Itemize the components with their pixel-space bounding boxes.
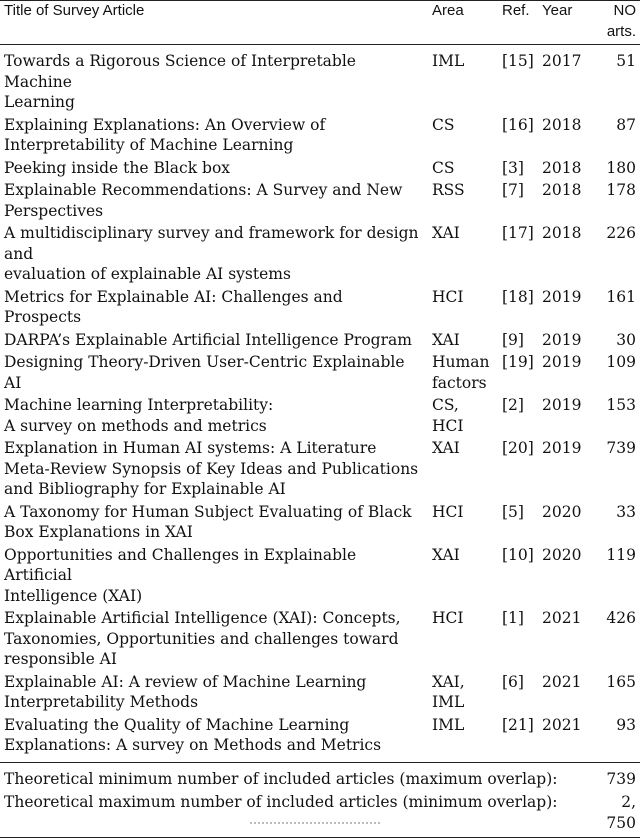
cell-area-line: HCI [432,287,464,306]
cell-title [0,608,428,672]
cell-year: 2017 [542,52,582,70]
cell-title-line: Explainable Recommendations: A Survey and New [4,181,403,199]
cell-title [0,158,428,181]
header-area: Area [432,2,464,19]
cell-area [428,608,498,672]
summary-min-value: 739 [606,769,636,788]
cell-title-line: Perspectives [4,201,104,220]
cell-area-line: XAI, [432,672,465,691]
cell-title [0,352,428,395]
cell-area-line: RSS [432,181,465,199]
cell-title-line: DARPA’s Explainable Artificial Intelligence Program [4,330,412,349]
cell-year: 2020 [542,545,582,564]
cell-ref: [20] [502,439,534,457]
cell-title-line: Interpretability Methods [4,693,199,711]
cell-ref: [17] [502,224,534,242]
cell-title [0,330,428,353]
cell-title [0,115,428,158]
cell-title-line: responsible AI [4,650,117,668]
cell-title-line: Intelligence (XAI) [4,586,143,605]
cell-area [428,502,498,545]
cell-title-line: Designing Theory-Driven User-Centric Explainable AI [4,353,405,392]
cell-arts: 109 [606,353,636,371]
cell-area-line: XAI [432,545,460,564]
cell-title-line: Metrics for Explainable AI: Challenges and Prospects [4,287,343,326]
cell-title [0,545,428,609]
cell-year: 2018 [542,224,582,242]
table-row [0,545,640,609]
cell-ref: [6] [502,672,524,691]
cell-year: 2021 [542,715,582,734]
cell-title [0,715,428,763]
cell-title-line: Explainable AI: A review of Machine Learning [4,672,367,691]
table-row [0,715,640,763]
cell-title-line: A multidisciplinary survey and framework for design [4,224,419,242]
table-row [0,352,640,395]
caption-fragment [250,822,380,830]
table-row [0,395,640,438]
cell-year: 2019 [542,439,582,457]
cell-year: 2018 [542,158,582,177]
cell-area [428,287,498,330]
header-arts-line1: NO [613,2,636,19]
header-ref: Ref. [502,2,530,19]
cell-arts: 739 [606,439,636,457]
cell-ref: [2] [502,396,524,414]
cell-arts: 33 [616,502,636,521]
cell-area [428,115,498,158]
cell-arts: 93 [616,715,636,734]
cell-area-line: XAI [432,224,460,242]
cell-arts: 161 [606,287,636,306]
cell-arts: 180 [606,158,636,177]
cell-area-line: Human [432,353,490,371]
cell-area-line: CS, [432,396,459,414]
cell-year: 2021 [542,672,582,691]
cell-area [428,545,498,609]
cell-title-line: Towards a Rigorous Science of Interpretable Machine [4,52,356,91]
cell-title [0,438,428,502]
cell-area-line: HCI [432,502,464,521]
cell-arts: 30 [616,330,636,349]
cell-title [0,502,428,545]
cell-title [0,45,428,115]
table-row [0,223,640,287]
cell-ref: [16] [502,115,534,134]
cell-year: 2019 [542,396,582,414]
table-row [0,158,640,181]
cell-title [0,287,428,330]
cell-area-line: XAI [432,330,460,349]
table-row [0,502,640,545]
cell-area [428,672,498,715]
cell-area-line: factors [432,373,487,392]
cell-area [428,438,498,502]
header-arts-line2: arts. [606,22,636,40]
cell-ref: [7] [502,181,524,199]
table-row [0,180,640,223]
cell-area [428,715,498,763]
cell-title [0,180,428,223]
cell-arts: 165 [606,672,636,691]
cell-year: 2020 [542,502,582,521]
cell-title-line: Explainable Artificial Intelligence (XAI): Concepts, [4,609,401,627]
cell-area [428,352,498,395]
cell-arts: 153 [606,396,636,414]
cell-ref: [18] [502,287,534,306]
table-row [0,330,640,353]
table-row [0,45,640,115]
cell-year: 2019 [542,287,582,306]
cell-title-line: evaluation of explainable AI systems [4,265,291,283]
cell-arts: 426 [606,609,636,627]
cell-area-line: CS [432,115,455,134]
cell-area-line: XAI [432,439,460,457]
table-row [0,115,640,158]
cell-title-line: Box Explanations in XAI [4,523,193,541]
cell-year: 2019 [542,353,582,371]
cell-arts: 119 [606,545,636,564]
cell-ref: [3] [502,158,524,177]
cell-arts: 178 [606,181,636,199]
cell-ref: [9] [502,330,524,349]
cell-title [0,223,428,287]
cell-year: 2018 [542,115,582,134]
cell-title-line: Explaining Explanations: An Overview of [4,115,326,134]
cell-title-line: Explanations: A survey on Methods and Metrics [4,736,382,754]
cell-title-line: Peeking inside the Black box [4,158,231,177]
cell-arts: 226 [606,224,636,242]
cell-ref: [5] [502,502,524,521]
cell-ref: [19] [502,353,534,371]
table-row [0,608,640,672]
cell-area [428,45,498,115]
cell-area-line: HCI [432,609,464,627]
cell-title-line: A Taxonomy for Human Subject Evaluating of Black [4,502,412,521]
table-header [0,1,640,45]
cell-title-line: Opportunities and Challenges in Explainable Artificial [4,545,357,584]
table-row [0,287,640,330]
table-row [0,438,640,502]
summary-min-row [0,762,640,790]
cell-ref: [10] [502,545,534,564]
cell-title-line: Taxonomies, Opportunities and challenges toward [4,629,399,648]
summary-max-value: 2, 750 [606,793,636,832]
cell-ref: [1] [502,609,524,627]
cell-area [428,158,498,181]
cell-title-line: Explanation in Human AI systems: A Literature [4,439,377,457]
cell-area [428,395,498,438]
cropped-caption [0,812,640,831]
header-year: Year [542,2,573,19]
cell-area [428,330,498,353]
cell-year: 2019 [542,330,582,349]
cell-arts: 51 [616,52,636,70]
cell-title-line: Machine learning Interpretability: [4,396,274,414]
summary-max-label: Theoretical maximum number of included articles (minimum overlap): [4,793,558,811]
cell-area-line: HCI [432,416,464,435]
table-row [0,672,640,715]
cell-title [0,672,428,715]
cell-year: 2021 [542,609,582,627]
table-body [0,45,640,763]
cell-title [0,395,428,438]
cell-arts: 87 [616,115,636,134]
header-title: Title of Survey Article [4,2,145,19]
cell-ref: [21] [502,715,534,734]
header-arts [588,1,640,45]
cell-title-line: Learning [4,93,75,111]
cell-title-line: A survey on methods and metrics [4,416,267,435]
cell-year: 2018 [542,181,582,199]
cell-area-line: IML [432,52,465,70]
cell-title-line: Evaluating the Quality of Machine Learning [4,715,350,734]
cell-title-line: and [4,244,34,263]
cell-area-line: IML [432,693,465,711]
cell-area-line: IML [432,715,465,734]
cell-area-line: CS [432,158,455,177]
cell-area [428,180,498,223]
cell-title-line: and Bibliography for Explainable AI [4,480,286,498]
cell-area [428,223,498,287]
summary-min-label: Theoretical minimum number of included articles (maximum overlap): [4,769,558,788]
cell-ref: [15] [502,52,534,70]
cell-title-line: Interpretability of Machine Learning [4,136,294,154]
cell-title-line: Meta-Review Synopsis of Key Ideas and Publications [4,459,419,478]
